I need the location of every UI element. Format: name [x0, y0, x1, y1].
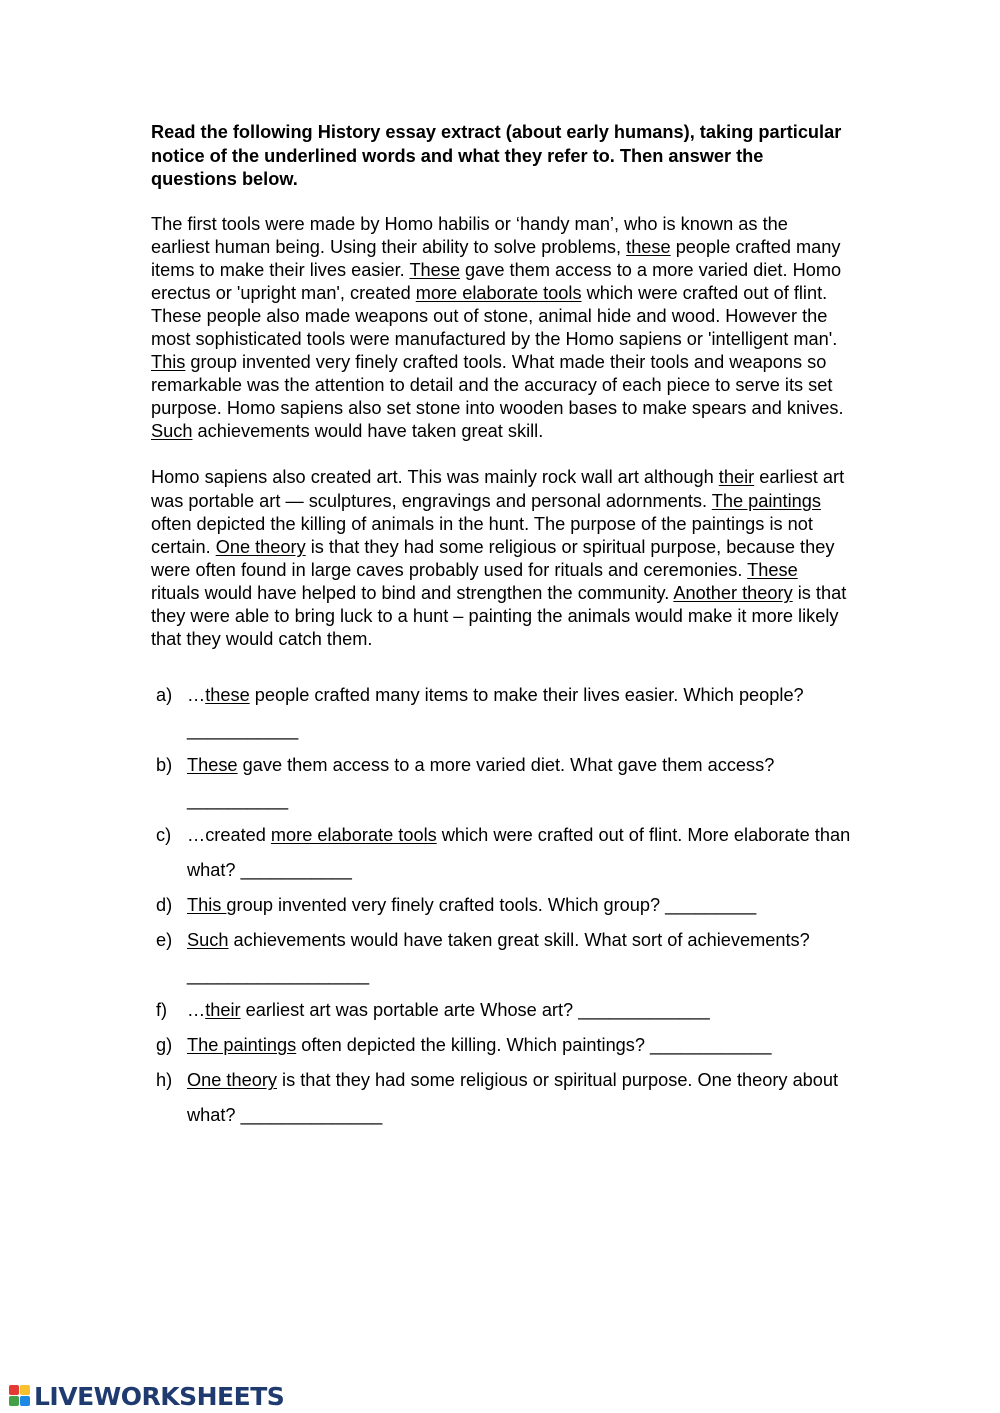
worksheet-page — [151, 121, 851, 1133]
text-run: gave them access to a more varied diet. What gave them access? __________ — [187, 755, 775, 811]
text-run: gave them access to a more varied diet. Homo erectus or 'upright man', created — [151, 259, 842, 303]
question-label: d) — [156, 895, 173, 916]
text-run: Homo sapiens also created art. This was mainly rock wall art although — [151, 467, 719, 488]
question-label: c) — [156, 825, 172, 846]
question-text — [187, 755, 774, 810]
logo-text: LIVEWORKSHEETS — [34, 1381, 285, 1411]
question-text — [187, 930, 810, 985]
underlined-reference: One theory — [215, 536, 306, 557]
question-text — [187, 1070, 838, 1125]
question-text — [187, 1035, 771, 1055]
question-label: h) — [156, 1070, 173, 1091]
underlined-reference: One theory — [187, 1070, 277, 1091]
liveworksheets-logo — [9, 1381, 284, 1411]
question-label: f) — [156, 1000, 168, 1021]
question-item — [151, 993, 851, 1028]
essay-paragraph-1 — [151, 213, 851, 444]
question-text — [187, 1000, 710, 1020]
underlined-reference: their — [718, 467, 755, 488]
text-run: rituals would have helped to bind and strengthen the community. — [151, 582, 674, 603]
underlined-reference: The paintings — [711, 490, 821, 511]
essay-paragraph-2 — [151, 466, 851, 651]
underlined-reference: more elaborate tools — [270, 825, 437, 846]
underlined-reference: This — [151, 352, 186, 373]
logo-mark-icon — [9, 1385, 31, 1407]
question-item — [151, 818, 851, 888]
underlined-reference: Another theory — [673, 582, 793, 603]
underlined-reference: These — [409, 259, 460, 280]
question-list — [151, 678, 851, 1133]
text-run: The first tools were made by Homo habilis or ‘handy man’, who is known as the earliest human being. Using their ability to solve problems, — [151, 213, 788, 257]
instructions: Read the following History essay extract (about early humans), taking particular notice of the underlined words and what they refer to. Then answer the questions below. — [151, 122, 842, 189]
underlined-reference: The paintings — [187, 1035, 297, 1056]
question-label: b) — [156, 755, 173, 776]
question-text — [187, 685, 804, 740]
underlined-reference: These — [747, 559, 798, 580]
question-item — [151, 923, 851, 993]
question-item — [151, 678, 851, 748]
text-run: …created — [187, 825, 271, 846]
question-text — [187, 825, 850, 880]
underlined-reference: This — [187, 895, 227, 916]
underlined-reference: these — [205, 685, 250, 706]
text-run: group invented very finely crafted tools. Which group? _________ — [226, 895, 757, 916]
text-run: … — [187, 685, 206, 706]
underlined-reference: more elaborate tools — [415, 282, 582, 303]
question-item — [151, 1063, 851, 1133]
text-run: people crafted many items to make their lives easier. Which people? ___________ — [187, 685, 804, 741]
text-run: earliest art was portable arte Whose art? _____________ — [240, 1000, 710, 1021]
question-label: g) — [156, 1035, 173, 1056]
text-run: is that they had some religious or spiritual purpose. One theory about what? ______________ — [187, 1070, 839, 1126]
question-item — [151, 748, 851, 818]
text-run: earliest art was portable art — sculptures, engravings and personal adornments. — [151, 467, 845, 511]
underlined-reference: Such — [187, 930, 229, 951]
text-run: achievements would have taken great skill. What sort of achievements? __________________ — [187, 930, 810, 986]
text-run: people crafted many items to make their lives easier. — [151, 236, 841, 280]
text-run: group invented very finely crafted tools. What made their tools and weapons so remarkable was the attention to detail and the accuracy of each piece to serve its set purpose. Homo sapiens also set stone into wooden bases to make spears and knives. — [151, 352, 844, 419]
underlined-reference: Such — [151, 421, 193, 442]
question-item — [151, 888, 851, 923]
text-run: often depicted the killing. Which paintings? ____________ — [296, 1035, 772, 1056]
text-run: achievements would have taken great skill. — [192, 421, 544, 442]
text-run: which were crafted out of flint. More elaborate than what? ___________ — [187, 825, 851, 881]
underlined-reference: their — [205, 1000, 241, 1021]
text-run: often depicted the killing of animals in the hunt. The purpose of the paintings is not certain. — [151, 513, 813, 557]
text-run: is that they were able to bring luck to a hunt – painting the animals would make it more likely that they would catch them. — [151, 582, 847, 650]
question-label: a) — [156, 685, 173, 706]
text-run: which were crafted out of flint. These people also made weapons out of stone, animal hide and wood. However the most sophisticated tools were manufactured by the Homo sapiens or 'intelligent man'. — [151, 282, 838, 349]
underlined-reference: These — [187, 755, 238, 776]
question-text — [187, 895, 756, 915]
question-label: e) — [156, 930, 173, 951]
question-item — [151, 1028, 851, 1063]
text-run: … — [187, 1000, 206, 1021]
text-run: is that they had some religious or spiritual purpose, because they were often found in large caves probably used for rituals and ceremonies. — [151, 536, 835, 580]
underlined-reference: these — [626, 236, 671, 257]
